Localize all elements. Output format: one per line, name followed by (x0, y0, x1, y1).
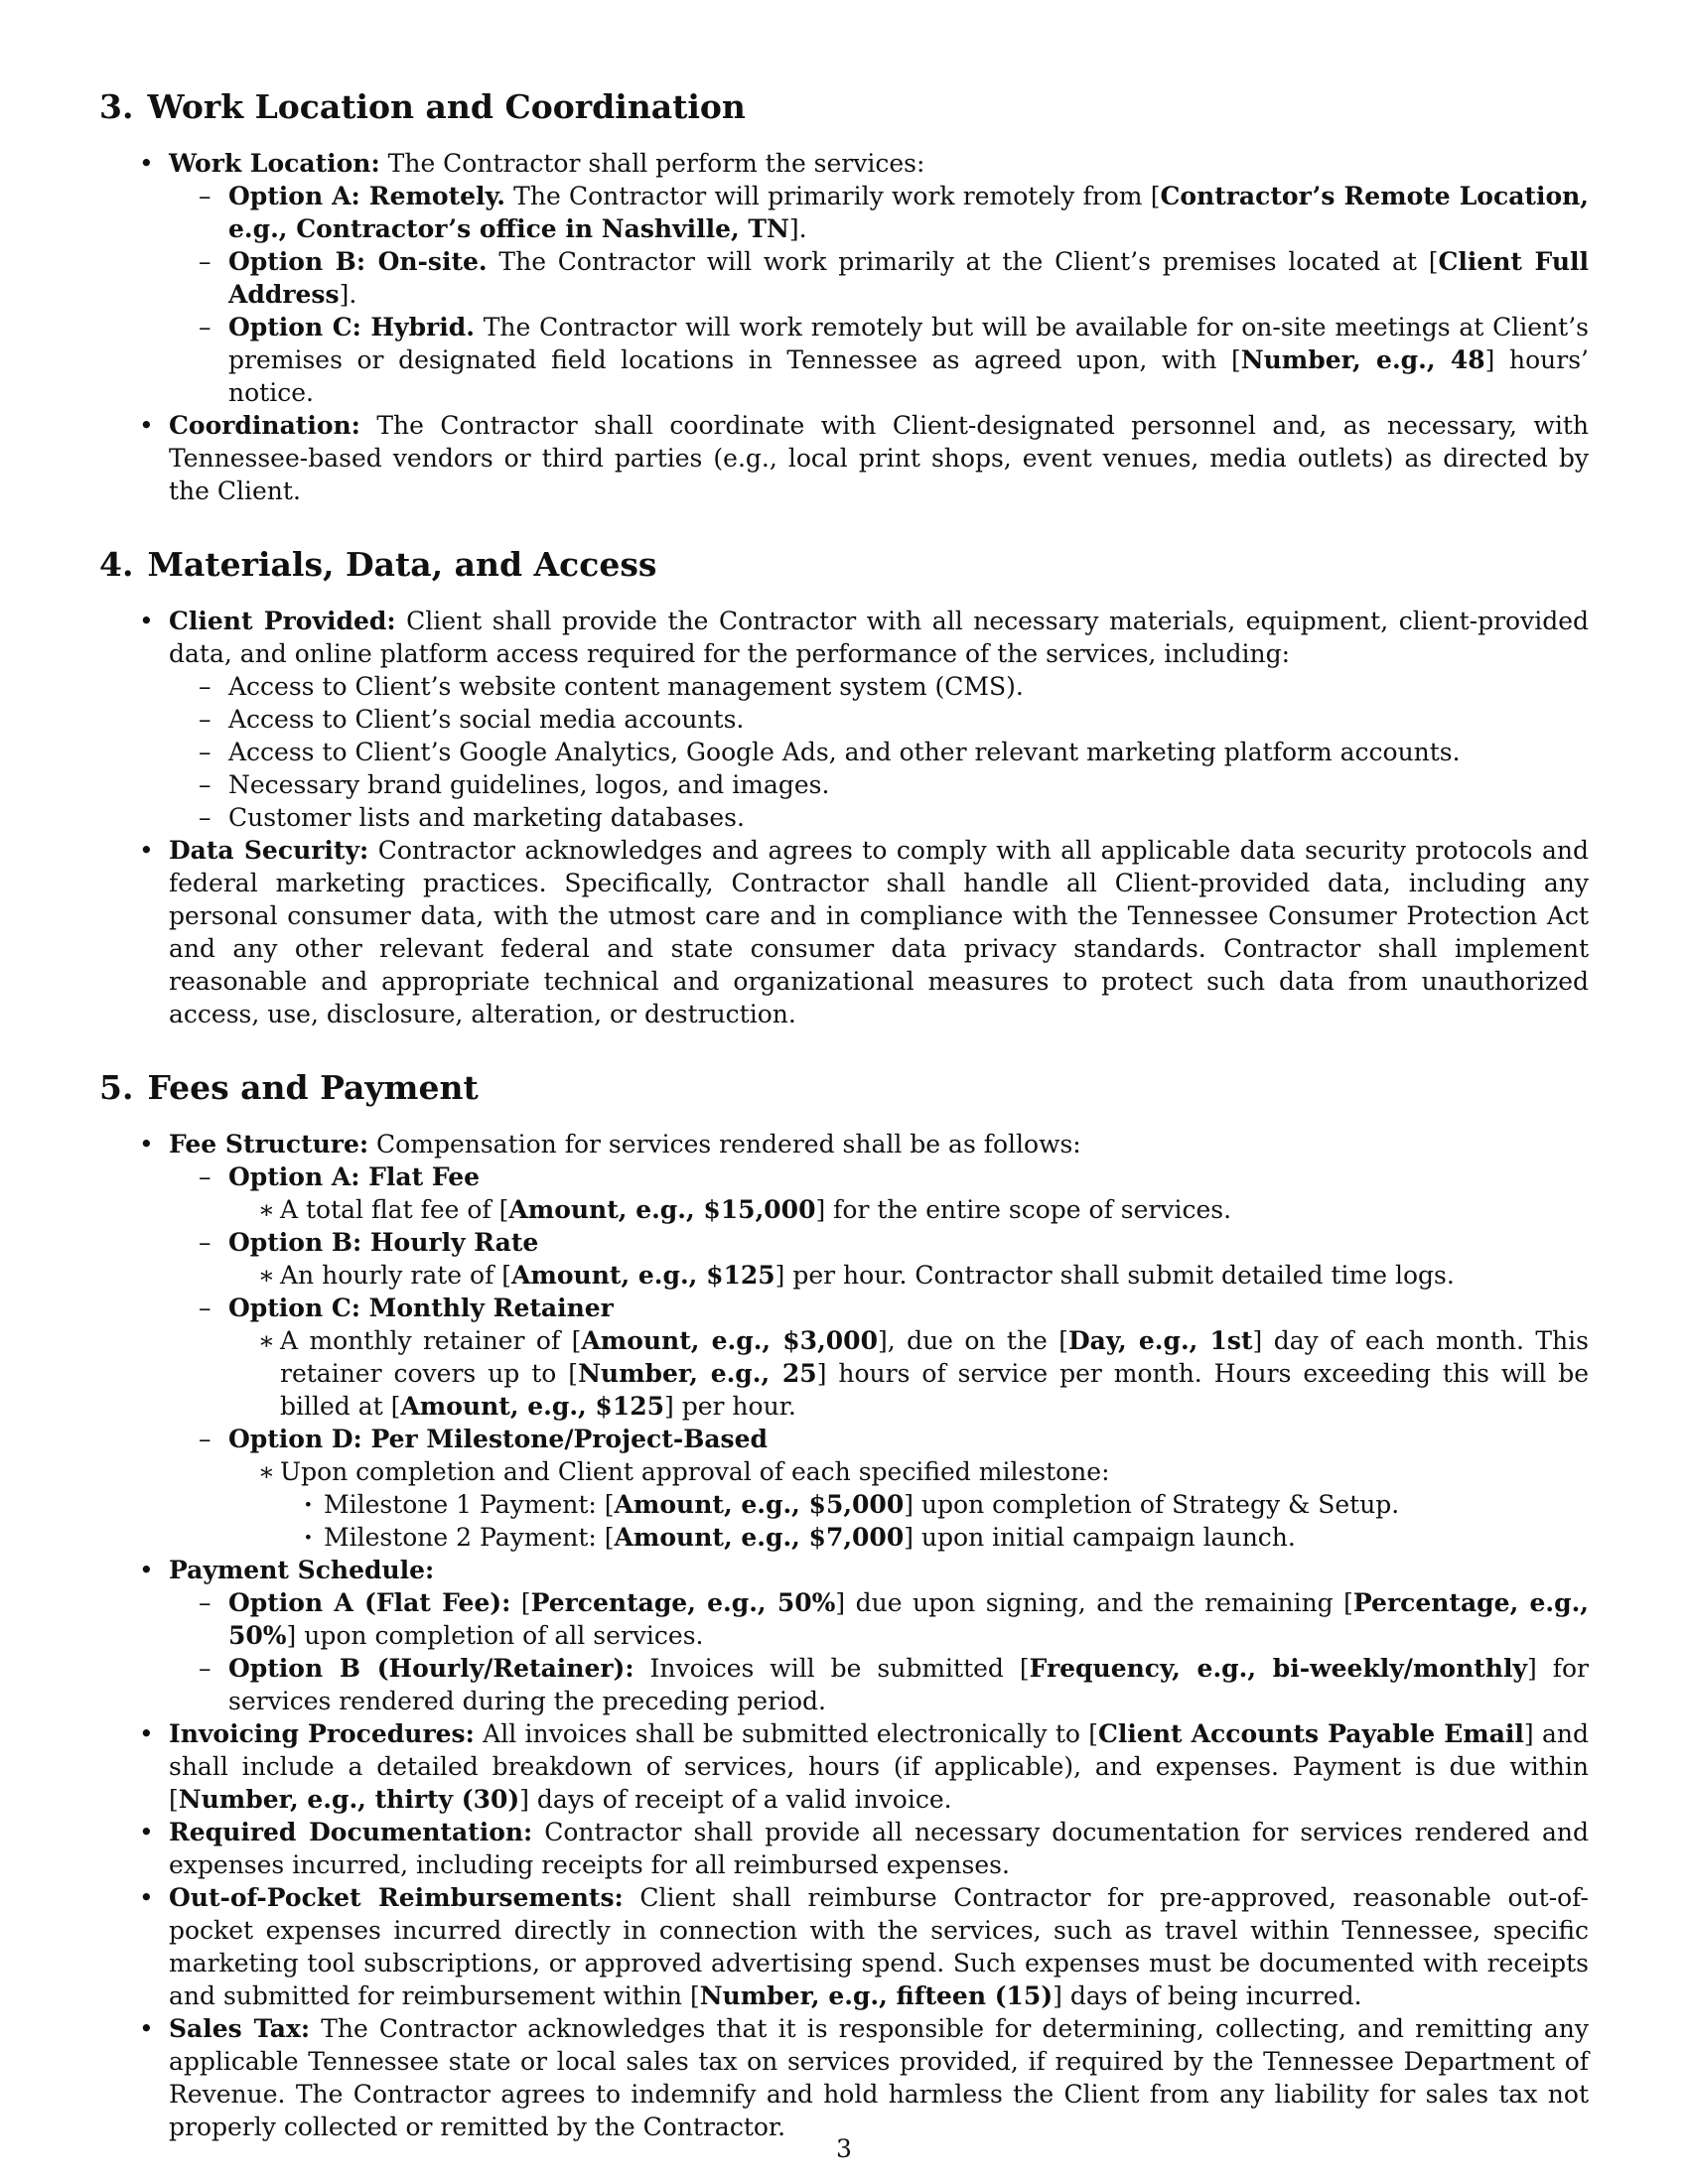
option-milestone: – Option D: Per Milestone/Project-Based ∗ Upon completion and Client approval of each specified milestone: · Milestone 1 Payment: [Amount, e.g., $5,000] upon completion of Strategy & Setup. · Milestone 2 Payment: [Amount, e.g., $7,000] upon initial campaign launch. (169, 1423, 1589, 1554)
list-item: – Access to Client’s website content management system (CMS). (169, 670, 1589, 703)
section-fees (99, 1068, 1589, 2143)
section-heading: 3. Work Location and Coordination (99, 87, 746, 126)
clause-documentation: • Required Documentation: Contractor shall provide all necessary documentation for services rendered and expenses incurred, including receipts for all reimbursed expenses. (99, 1816, 1589, 1881)
page-number: 3 (836, 2134, 852, 2163)
section-heading: 4. Materials, Data, and Access (99, 545, 657, 584)
clause-data-security: • Data Security: Contractor acknowledges and agrees to comply with all applicable data security protocols and federal marketing practices. Specifically, Contractor shall handle all Client-provided data, including any personal consumer data, with the utmost care and in compliance with the Tennessee Consumer Protection Act and any other relevant federal and state consumer data privacy standards. Contractor shall implement reasonable and appropriate technical and organizational measures to protect such data from unauthorized access, use, disclosure, alteration, or destruction. (99, 834, 1589, 1030)
list-item: – Access to Client’s Google Analytics, Google Ads, and other relevant marketing platform accounts. (169, 736, 1589, 768)
clause-fee-structure: • Fee Structure: Compensation for services rendered shall be as follows: – Option A: Flat Fee ∗ A total flat fee of [Amount, e.g., $15,000] for the entire scope of services. – Option B: Hourly Rate ∗ An hourly rate of [Amount, e.g., $125] per hour. Contractor shall submit detailed time logs. – Option C: Monthly Retainer ∗ A monthly retainer of [Amount, e.g., $3,000], due on the [Day, e.g., 1st] day of each month. This retainer covers up to [Number, e.g., 25] hours of service per month. Hours exceeding this will be billed at [Amount, e.g., $125] per hour. – Option D: Per Milestone/Project-Based ∗ Upon completion and Client approval of each specified milestone: · Milestone 1 Payment: [Amount, e.g., $5,000] upon completion of Strategy & Setup. · Milestone 2 Payment: [Amount, e.g., $7,000] upon initial campaign launch. (99, 1128, 1589, 1554)
clause-invoicing: • Invoicing Procedures: All invoices shall be submitted electronically to [Client Accounts Payable Email] and shall include a detailed breakdown of services, hours (if applicable), and expenses. Payment is due within [Number, e.g., thirty (30)] days of receipt of a valid invoice. (99, 1717, 1589, 1816)
clause-client-provided: • Client Provided: Client shall provide the Contractor with all necessary materials, equipment, client-provided data, and online platform access required for the performance of the services, including: – Access to Client’s website content management system (CMS). – Access to Client’s social media accounts. – Access to Client’s Google Analytics, Google Ads, and other relevant marketing platform accounts. – Necessary brand guidelines, logos, and images. – Customer lists and marketing databases. (99, 605, 1589, 834)
section-materials (99, 545, 1589, 1030)
list-item: ∗ Upon completion and Client approval of each specified milestone: · Milestone 1 Payment: [Amount, e.g., $5,000] upon completion of Strategy & Setup. · Milestone 2 Payment: [Amount, e.g., $7,000] upon initial campaign launch. (228, 1455, 1589, 1554)
option-hybrid: – Option C: Hybrid. The Contractor will work remotely but will be available for on-site meetings at Client’s premises or designated field locations in Tennessee as agreed upon, with [Number, e.g., 48] hours’ notice. (169, 311, 1589, 409)
clause-coordination: • Coordination: The Contractor shall coordinate with Client-designated personnel and, as necessary, with Tennessee-based vendors or third parties (e.g., local print shops, event venues, media outlets) as directed by the Client. (99, 409, 1589, 507)
milestone-1: · Milestone 1 Payment: [Amount, e.g., $5,000] upon completion of Strategy & Setup. (280, 1488, 1589, 1521)
clause-work-location: • Work Location: The Contractor shall perform the services: – Option A: Remotely. The Contractor will primarily work remotely from [Contractor’s Remote Location, e.g., Contractor’s office in Nashville, TN]. – Option B: On-site. The Contractor will work primarily at the Client’s premises located at [Client Full Address]. – Option C: Hybrid. The Contractor will work remotely but will be available for on-site meetings at Client’s premises or designated field locations in Tennessee as agreed upon, with [Number, e.g., 48] hours’ notice. (99, 147, 1589, 409)
option-monthly-retainer: – Option C: Monthly Retainer ∗ A monthly retainer of [Amount, e.g., $3,000], due on the [Day, e.g., 1st] day of each month. This retainer covers up to [Number, e.g., 25] hours of service per month. Hours exceeding this will be billed at [Amount, e.g., $125] per hour. (169, 1292, 1589, 1423)
clause-reimbursements: • Out-of-Pocket Reimbursements: Client shall reimburse Contractor for pre-approved, reasonable out-of-pocket expenses incurred directly in connection with the services, such as travel within Tennessee, specific marketing tool subscriptions, or approved advertising spend. Such expenses must be documented with receipts and submitted for reimbursement within [Number, e.g., fifteen (15)] days of being incurred. (99, 1881, 1589, 2012)
list-item: ∗ An hourly rate of [Amount, e.g., $125] per hour. Contractor shall submit detailed time logs. (228, 1259, 1589, 1292)
option-onsite: – Option B: On-site. The Contractor will work primarily at the Client’s premises located at [Client Full Address]. (169, 245, 1589, 311)
milestone-2: · Milestone 2 Payment: [Amount, e.g., $7,000] upon initial campaign launch. (280, 1521, 1589, 1554)
list-item: ∗ A total flat fee of [Amount, e.g., $15,000] for the entire scope of services. (228, 1193, 1589, 1226)
clause-payment-schedule: • Payment Schedule: – Option A (Flat Fee): [Percentage, e.g., 50%] due upon signing, and the remaining [Percentage, e.g., 50%] upon completion of all services. – Option B (Hourly/Retainer): Invoices will be submitted [Frequency, e.g., bi-weekly/monthly] for services rendered during the preceding period. (99, 1554, 1589, 1717)
document-page (99, 87, 1589, 2181)
option-flat-fee-schedule: – Option A (Flat Fee): [Percentage, e.g., 50%] due upon signing, and the remaining [Percentage, e.g., 50%] upon completion of all services. (169, 1586, 1589, 1652)
clause-sales-tax: • Sales Tax: The Contractor acknowledges that it is responsible for determining, collecting, and remitting any applicable Tennessee state or local sales tax on services provided, if required by the Tennessee Department of Revenue. The Contractor agrees to indemnify and hold harmless the Client from any liability for sales tax not properly collected or remitted by the Contractor. (99, 2012, 1589, 2143)
option-remote: – Option A: Remotely. The Contractor will primarily work remotely from [Contractor’s Remote Location, e.g., Contractor’s office in Nashville, TN]. (169, 180, 1589, 245)
list-item: – Necessary brand guidelines, logos, and images. (169, 768, 1589, 801)
list-item: – Access to Client’s social media accounts. (169, 703, 1589, 736)
option-hourly-schedule: – Option B (Hourly/Retainer): Invoices will be submitted [Frequency, e.g., bi-weekly/monthly] for services rendered during the preceding period. (169, 1652, 1589, 1717)
option-hourly-rate: – Option B: Hourly Rate ∗ An hourly rate of [Amount, e.g., $125] per hour. Contractor shall submit detailed time logs. (169, 1226, 1589, 1292)
option-flat-fee: – Option A: Flat Fee ∗ A total flat fee of [Amount, e.g., $15,000] for the entire scope of services. (169, 1160, 1589, 1226)
list-item: – Customer lists and marketing databases. (169, 801, 1589, 834)
list-item: ∗ A monthly retainer of [Amount, e.g., $3,000], due on the [Day, e.g., 1st] day of each month. This retainer covers up to [Number, e.g., 25] hours of service per month. Hours exceeding this will be billed at [Amount, e.g., $125] per hour. (228, 1324, 1589, 1423)
section-work-location (99, 87, 1589, 507)
section-heading: 5. Fees and Payment (99, 1068, 479, 1107)
